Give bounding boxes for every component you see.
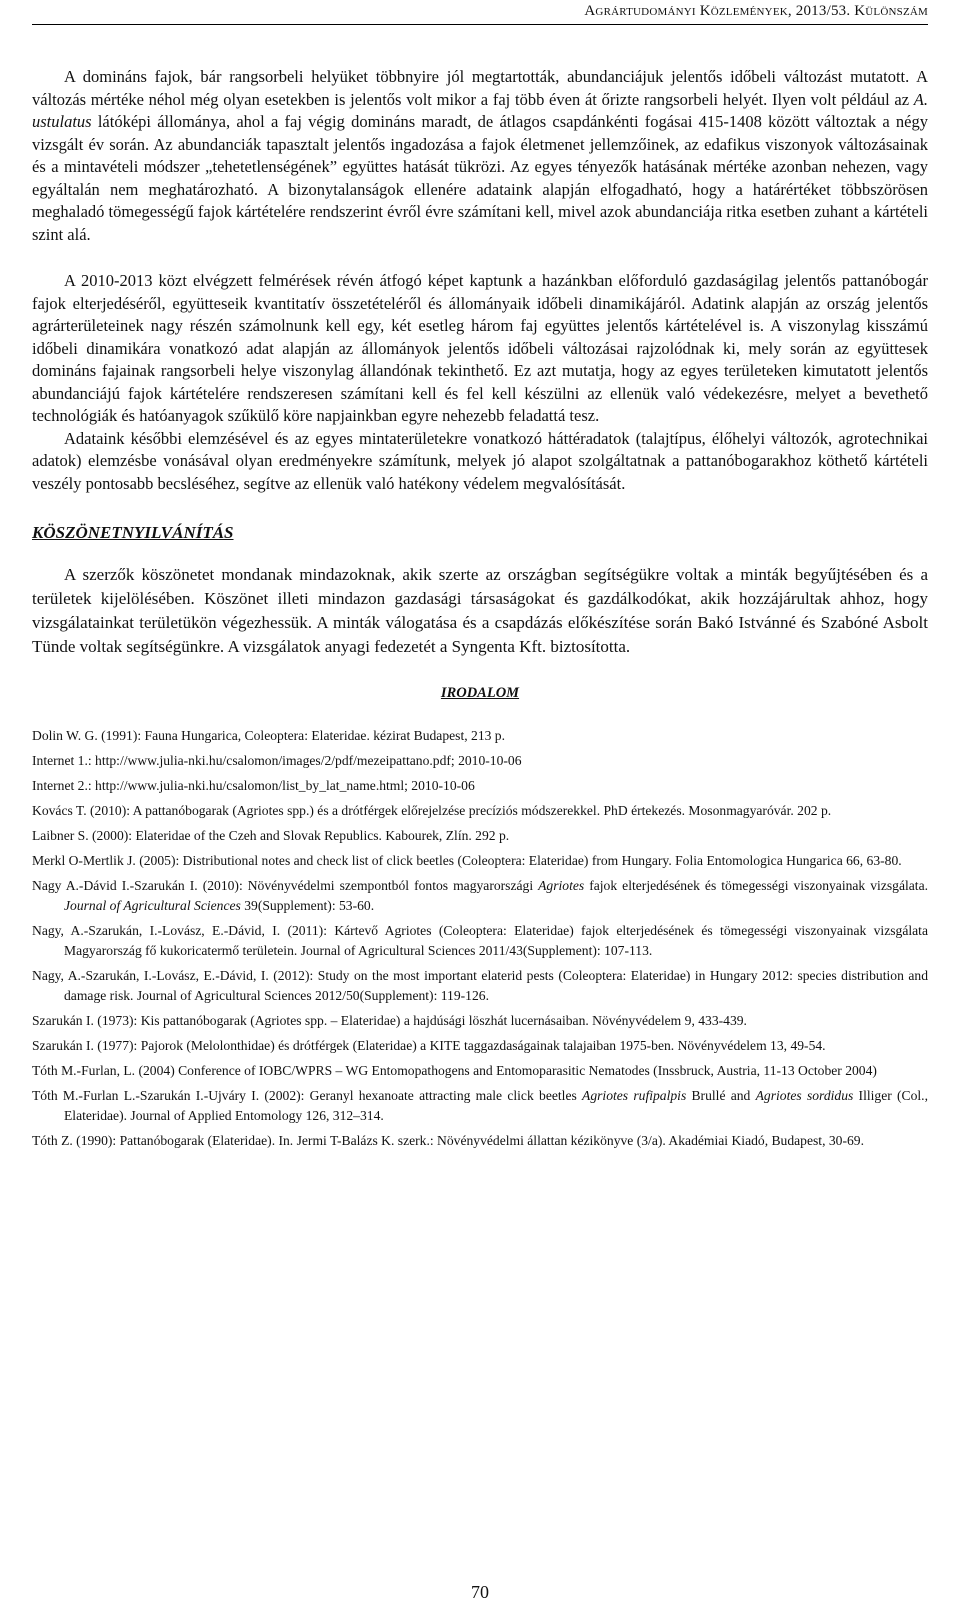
reference-item xyxy=(32,966,928,1006)
reference-item xyxy=(32,751,928,771)
species-name: A. ustulatus xyxy=(32,89,928,131)
reference-item xyxy=(32,921,928,961)
reference-text: Nagy A.-Dávid I.-Szarukán I. (2010): Növényvédelmi szempontból fontos magyarországi xyxy=(32,878,539,893)
reference-text: Szarukán I. (1977): Pajorok (Melolonthidae) és drótférgek (Elateridae) a KITE taggazdaságainak talajaiban 1975-ben. Növényvédelem 13, 49-54. xyxy=(32,1038,826,1053)
reference-item xyxy=(32,726,928,746)
reference-item xyxy=(32,851,928,871)
reference-italic: Journal of Agricultural Sciences xyxy=(64,898,241,913)
reference-text: Brullé and xyxy=(686,1088,756,1103)
page-body xyxy=(32,66,928,1156)
reference-item xyxy=(32,776,928,796)
reference-text: 39(Supplement): 53-60. xyxy=(240,898,375,913)
reference-item xyxy=(32,801,928,821)
reference-item xyxy=(32,1011,928,1031)
reference-text: Nagy, A.-Szarukán, I.-Lovász, E.-Dávid, I. (2012): Study on the most important elaterid pests (Coleoptera: Elateridae) in Hungary 2012: species distribution and damage risk. Journal of Agricultural Sciences 2012/50(Supplement): 119-126. xyxy=(32,968,928,1003)
reference-text: Tóth M.-Furlan L.-Szarukán I.-Ujváry I. (2002): Geranyl hexanoate attracting male click beetles xyxy=(32,1088,583,1103)
reference-text: Dolin W. G. (1991): Fauna Hungarica, Coleoptera: Elateridae. kézirat Budapest, 213 p. xyxy=(32,728,506,743)
acknowledgement-heading: KÖSZÖNETNYILVÁNÍTÁS xyxy=(32,523,234,542)
reference-text: Illiger (Col., Elateridae). Journal of Applied Entomology 126, 312–314. xyxy=(64,1088,928,1123)
paragraph-1-start: A domináns fajok, bár rangsorbeli helyüket többnyire jól megtartották, abundanciájuk jelentős időbeli változást mutatott. A változás mértéke néhol még olyan esetekben is jelentős volt mikor a faj több éven át őrizte rangsorbeli helyét. Ilyen volt például az xyxy=(32,67,928,109)
running-header xyxy=(32,0,928,25)
paragraph-1-rest: látóképi állománya, ahol a faj végig domináns maradt, de átlagos csapdánkénti fogásai 415-1408 között változtak a négy vizsgált év során. Az abundanciák tapasztalt jelentős ingadozása a fajok életmenet jellemzőinek, az edafikus viszonyok változásainak és a mintavételi módszer „tehetetlenségének” együttes hatását tükrözi. Az egyes tényezők hatásának mértéke azonban nehezen, vagy egyáltalán nem meghatározható. A bizonytalanságok ellenére adataink alapján elfogadható, hogy a határértéket többszörösen meghaladó tömegességű fajok kártételére rendszerint évről évre számítani kell, mivel azok abundanciája ritka esetben zuhant a kártételi szint alá. xyxy=(32,112,928,244)
reference-text: Szarukán I. (1973): Kis pattanóbogarak (Agriotes spp. – Elateridae) a hajdúsági löszhát lucernásaiban. Növényvédelem 9, 433-439. xyxy=(32,1013,747,1028)
reference-text: Laibner S. (2000): Elateridae of the Czeh and Slovak Republics. Kabourek, Zlín. 292 p. xyxy=(32,828,510,843)
acknowledgement-text: A szerzők köszönetet mondanak mindazoknak, akik szerte az országban segítségükre voltak a minták begyűjtésében és a területek kijelölésében. Köszönet illeti mindazon gazdasági társaságokat és gazdálkodókat, akik hozzájárultak ahhoz, hogy vizsgálatainkat területükön végezhessük. A minták válogatása és a csapdázás előkészítése során Bakó Istvánné és Szabóné Asbolt Tünde voltak segítségünkre. A vizsgálatok anyagi fedezetét a Syngenta Kft. biztosította. xyxy=(32,565,928,656)
reference-list xyxy=(32,726,928,1151)
reference-item xyxy=(32,1131,928,1151)
reference-italic: Agriotes sordidus xyxy=(755,1088,854,1103)
reference-italic: Agriotes rufipalpis xyxy=(582,1088,687,1103)
reference-text: Internet 1.: http://www.julia-nki.hu/csalomon/images/2/pdf/mezeipattano.pdf; 2010-10-06 xyxy=(32,753,522,768)
reference-item xyxy=(32,1036,928,1056)
paragraph-1 xyxy=(32,66,928,246)
paragraph-3: Adataink későbbi elemzésével és az egyes mintaterületekre vonatkozó háttéradatok (talajtípus, élőhelyi változók, agrotechnikai adatok) elemzésbe vonásával olyan eredményekre számítunk, melyek jó alapot szolgáltatnak a pattanóbogarakhoz köthető kártételi veszély pontosabb becsléséhez, segítve az ellenük való hatékony védelem megvalósítását. xyxy=(32,428,928,493)
reference-text: fajok elterjedésének és tömegességi viszonyainak vizsgálata. xyxy=(584,878,928,893)
reference-item xyxy=(32,826,928,846)
reference-item xyxy=(32,876,928,916)
reference-text: Tóth Z. (1990): Pattanóbogarak (Elateridae). In. Jermi T-Balázs K. szerk.: Növényvédelmi állattan kézikönyve (3/a). Akadémiai Kiadó, Budapest, 30-69. xyxy=(32,1133,864,1148)
reference-text: Kovács T. (2010): A pattanóbogarak (Agriotes spp.) és a drótférgek előrejelzése precíziós módszerekkel. PhD értekezés. Mosonmagyaróvár. 202 p. xyxy=(32,803,832,818)
reference-item xyxy=(32,1086,928,1126)
reference-text: Merkl O-Mertlik J. (2005): Distributional notes and check list of click beetles (Coleoptera: Elateridae) from Hungary. Folia Entomologica Hungarica 66, 63-80. xyxy=(32,853,902,868)
reference-italic: Agriotes xyxy=(538,878,585,893)
reference-text: Tóth M.-Furlan, L. (2004) Conference of IOBC/WPRS – WG Entomopathogens and Entomoparasitic Nematodes (Inssbruck, Austria, 11-13 October 2004) xyxy=(32,1063,877,1078)
reference-text: Nagy, A.-Szarukán, I.-Lovász, E.-Dávid, I. (2011): Kártevő Agriotes (Coleoptera: Elateridae) fajok elterjedésének és tömegességi viszonyainak vizsgálata Magyarország fő kukoricatermő területein. Journal of Agricultural Sciences 2011/43(Supplement): 107-113. xyxy=(32,923,928,958)
paragraph-2: A 2010-2013 közt elvégzett felmérések révén átfogó képet kaptunk a hazánkban előforduló gazdaságilag jelentős pattanóbogár fajok elterjedéséről, együtteseik kvantitatív összetételéről és állományaik időbeli dinamikájáról. Adatink alapján az ország jelentős agrárterületeinek nagy részén számolnunk kell egy, két esetleg három faj együttes jelentős kártételével is. A viszonylag kisszámú időbeli dinamikára vonatkozó adat alapján az állományok jelentős időbeli változásai rajzolódnak ki, mely során az együttesek domináns fajainak rangsorbeli helye viszonylag állandónak tekinthető. Ez azt mutatja, hogy az egyes területeken kimutatott jelentős abundanciájú fajok kártételére rendszeresen számítani kell és fel kell készülni az ellenük való védekezésre, melyet a bevethető technológiák és hatóanyagok szűkülő köre napjainkban egyre nehezebb feladattá tesz. xyxy=(32,271,928,425)
reference-text: Internet 2.: http://www.julia-nki.hu/csalomon/list_by_lat_name.html; 2010-10-06 xyxy=(32,778,475,793)
page-number: 70 xyxy=(471,1582,489,1602)
references-heading: IRODALOM xyxy=(440,685,520,701)
reference-item xyxy=(32,1061,928,1081)
journal-title: Agrártudományi Közlemények, 2013/53. Különszám xyxy=(584,3,928,19)
